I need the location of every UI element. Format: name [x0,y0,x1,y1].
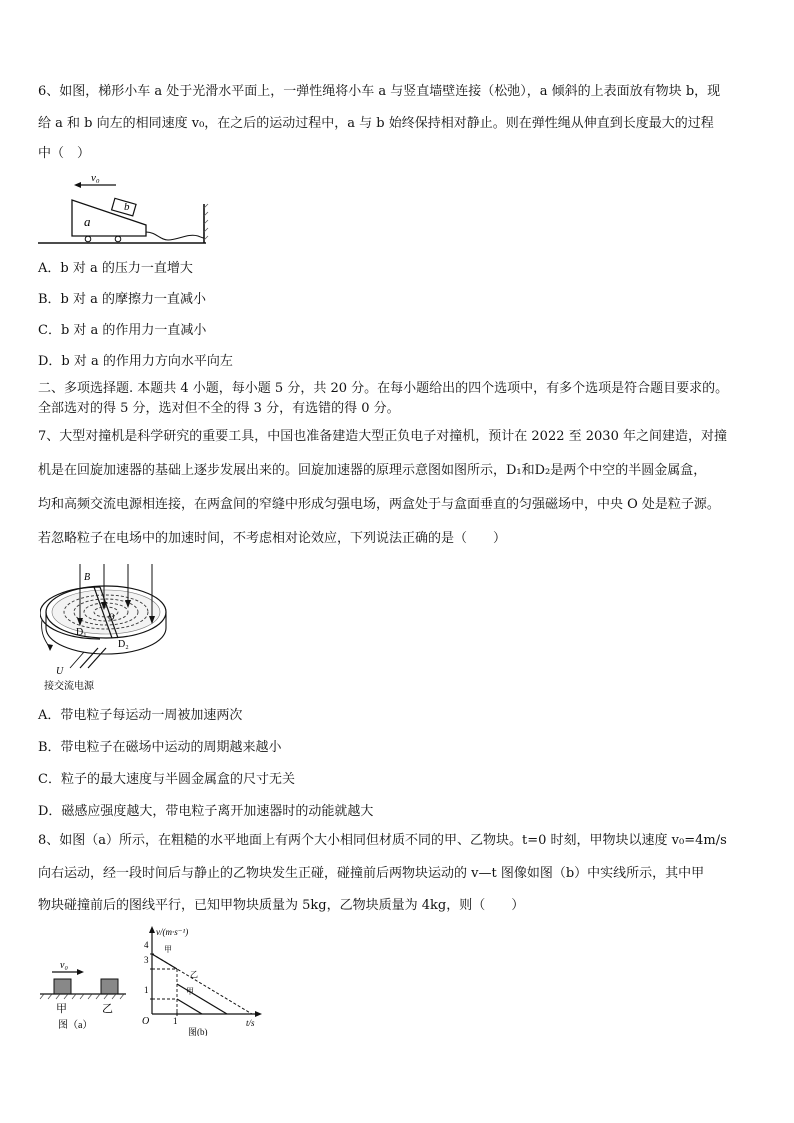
series-line-3 [177,999,202,1014]
jia-top-label: 甲 [164,945,172,954]
figure-a-caption: 图（a） [58,1020,93,1031]
y-axis-arrow-icon [149,926,155,933]
q8-line-3: 物块碰撞前后的图线平行，已知甲物块质量为 5kg，乙物块质量为 4kg，则（ ） [38,898,525,913]
origin-label: O [142,1016,150,1027]
q6-line-3: 中（ ） [38,146,91,161]
q7-figure-cyclotron [40,560,180,694]
o-label: O [108,612,115,622]
ac-source-caption: 接交流电源 [44,681,94,692]
q7-line-3: 均和高频交流电源相连接，在两盒间的窄缝中形成匀强电场，两盒处于与盒面垂直的匀强磁场中，中央 O 处是粒子源。 [38,497,720,512]
q7-line-2: 机是在回旋加速器的基础上逐步发展出来的。回旋加速器的原理示意图如图所示，D₁和D₂是两个中空的半圆金属盒， [38,463,707,478]
x-axis-label: t/s [246,1018,255,1028]
arrow-head-icon [77,969,84,975]
q6-option-b: B．b 对 a 的摩擦力一直减小 [38,292,207,307]
v0-label: v₀ [60,960,68,971]
b-field-label: B [84,572,91,583]
q7-line-1: 7、大型对撞机是科学研究的重要工具，中国也准备建造大型正负电子对撞机，预计在 2022 至 2030 年之间建造，对撞 [38,429,727,444]
series-line-1 [152,954,177,969]
section2-line-2: 全部选对的得 5 分，选对但不全的得 3 分，有选错的得 0 分。 [38,401,400,416]
q6-option-c: C．b 对 a 的作用力一直减小 [38,323,207,338]
q6-option-a: A．b 对 a 的压力一直增大 [38,261,193,276]
block-yi [101,979,118,994]
x-tick-1: 1 [173,1016,178,1026]
q8-figure-a [38,952,128,1032]
ground-hatch [40,994,124,999]
q6-line-1: 6、如图，梯形小车 a 处于光滑水平面上，一弹性绳将小车 a 与竖直墙壁连接（松弛），a 倾斜的上表面放有物块 b，现 [38,84,721,99]
q7-option-b: B．带电粒子在磁场中运动的周期越来越小 [38,740,282,755]
arrow-head-icon [74,182,81,188]
a-label: a [84,214,91,229]
q7-line-4: 若忽略粒子在电场中的加速时间，不考虑相对论效应，下列说法正确的是（ ） [38,531,507,546]
y-tick-1: 1 [144,985,149,995]
series-line-2 [177,984,227,1014]
section2-line-1: 二、多项选择题. 本题共 4 小题，每小题 5 分，共 20 分。在每小题给出的四个选项中，有多个选项是符合题目要求的。 [38,381,729,396]
y-axis-label: v/(m·s⁻¹) [156,927,189,937]
q7-option-a: A．带电粒子每运动一周被加速两次 [38,708,243,723]
q8-line-2: 向右运动，经一段时间后与静止的乙物块发生正碰，碰撞前后两物块运动的 v—t 图像如图（b）中实线所示，其中甲 [38,866,705,881]
elastic-cord [146,232,204,240]
figure-b-caption: 图(b) [188,1027,208,1036]
plot-area [150,954,252,1016]
d1-label: D₁ [76,627,87,638]
v0-label: v₀ [91,172,100,184]
b-label: b [124,201,130,213]
u-label: U [56,666,64,677]
wheel-left [85,236,91,242]
q6-option-d: D．b 对 a 的作用力方向水平向左 [38,354,233,369]
jia-label: 甲 [56,1003,67,1015]
jia-low-label: 甲 [186,987,194,996]
yi-line-label: 乙 [190,970,198,979]
d2-label: D₂ [118,639,129,650]
arrow-icon [47,644,53,651]
q6-figure-cart [38,170,210,246]
q8-line-1: 8、如图（a）所示，在粗糙的水平地面上有两个大小相同但材质不同的甲、乙物块。t=0 时刻，甲物块以速度 v₀=4m/s [38,833,727,848]
y-tick-4: 4 [144,940,149,950]
q6-line-2: 给 a 和 b 向左的相同速度 v₀，在之后的运动过程中，a 与 b 始终保持相对静止。则在弹性绳从伸直到长度最大的过程 [38,116,714,131]
yi-label: 乙 [102,1003,113,1015]
q8-figure-b-vt-chart [138,924,268,1036]
q7-option-d: D．磁感应强度越大，带电粒子离开加速器时的动能就越大 [38,804,374,819]
y-tick-3: 3 [144,955,149,965]
ac-wires [80,648,106,668]
wheel-right [115,236,121,242]
block-jia [54,979,71,994]
q7-option-c: C．粒子的最大速度与半圆金属盒的尺寸无关 [38,772,295,787]
x-axis-arrow-icon [255,1011,262,1017]
